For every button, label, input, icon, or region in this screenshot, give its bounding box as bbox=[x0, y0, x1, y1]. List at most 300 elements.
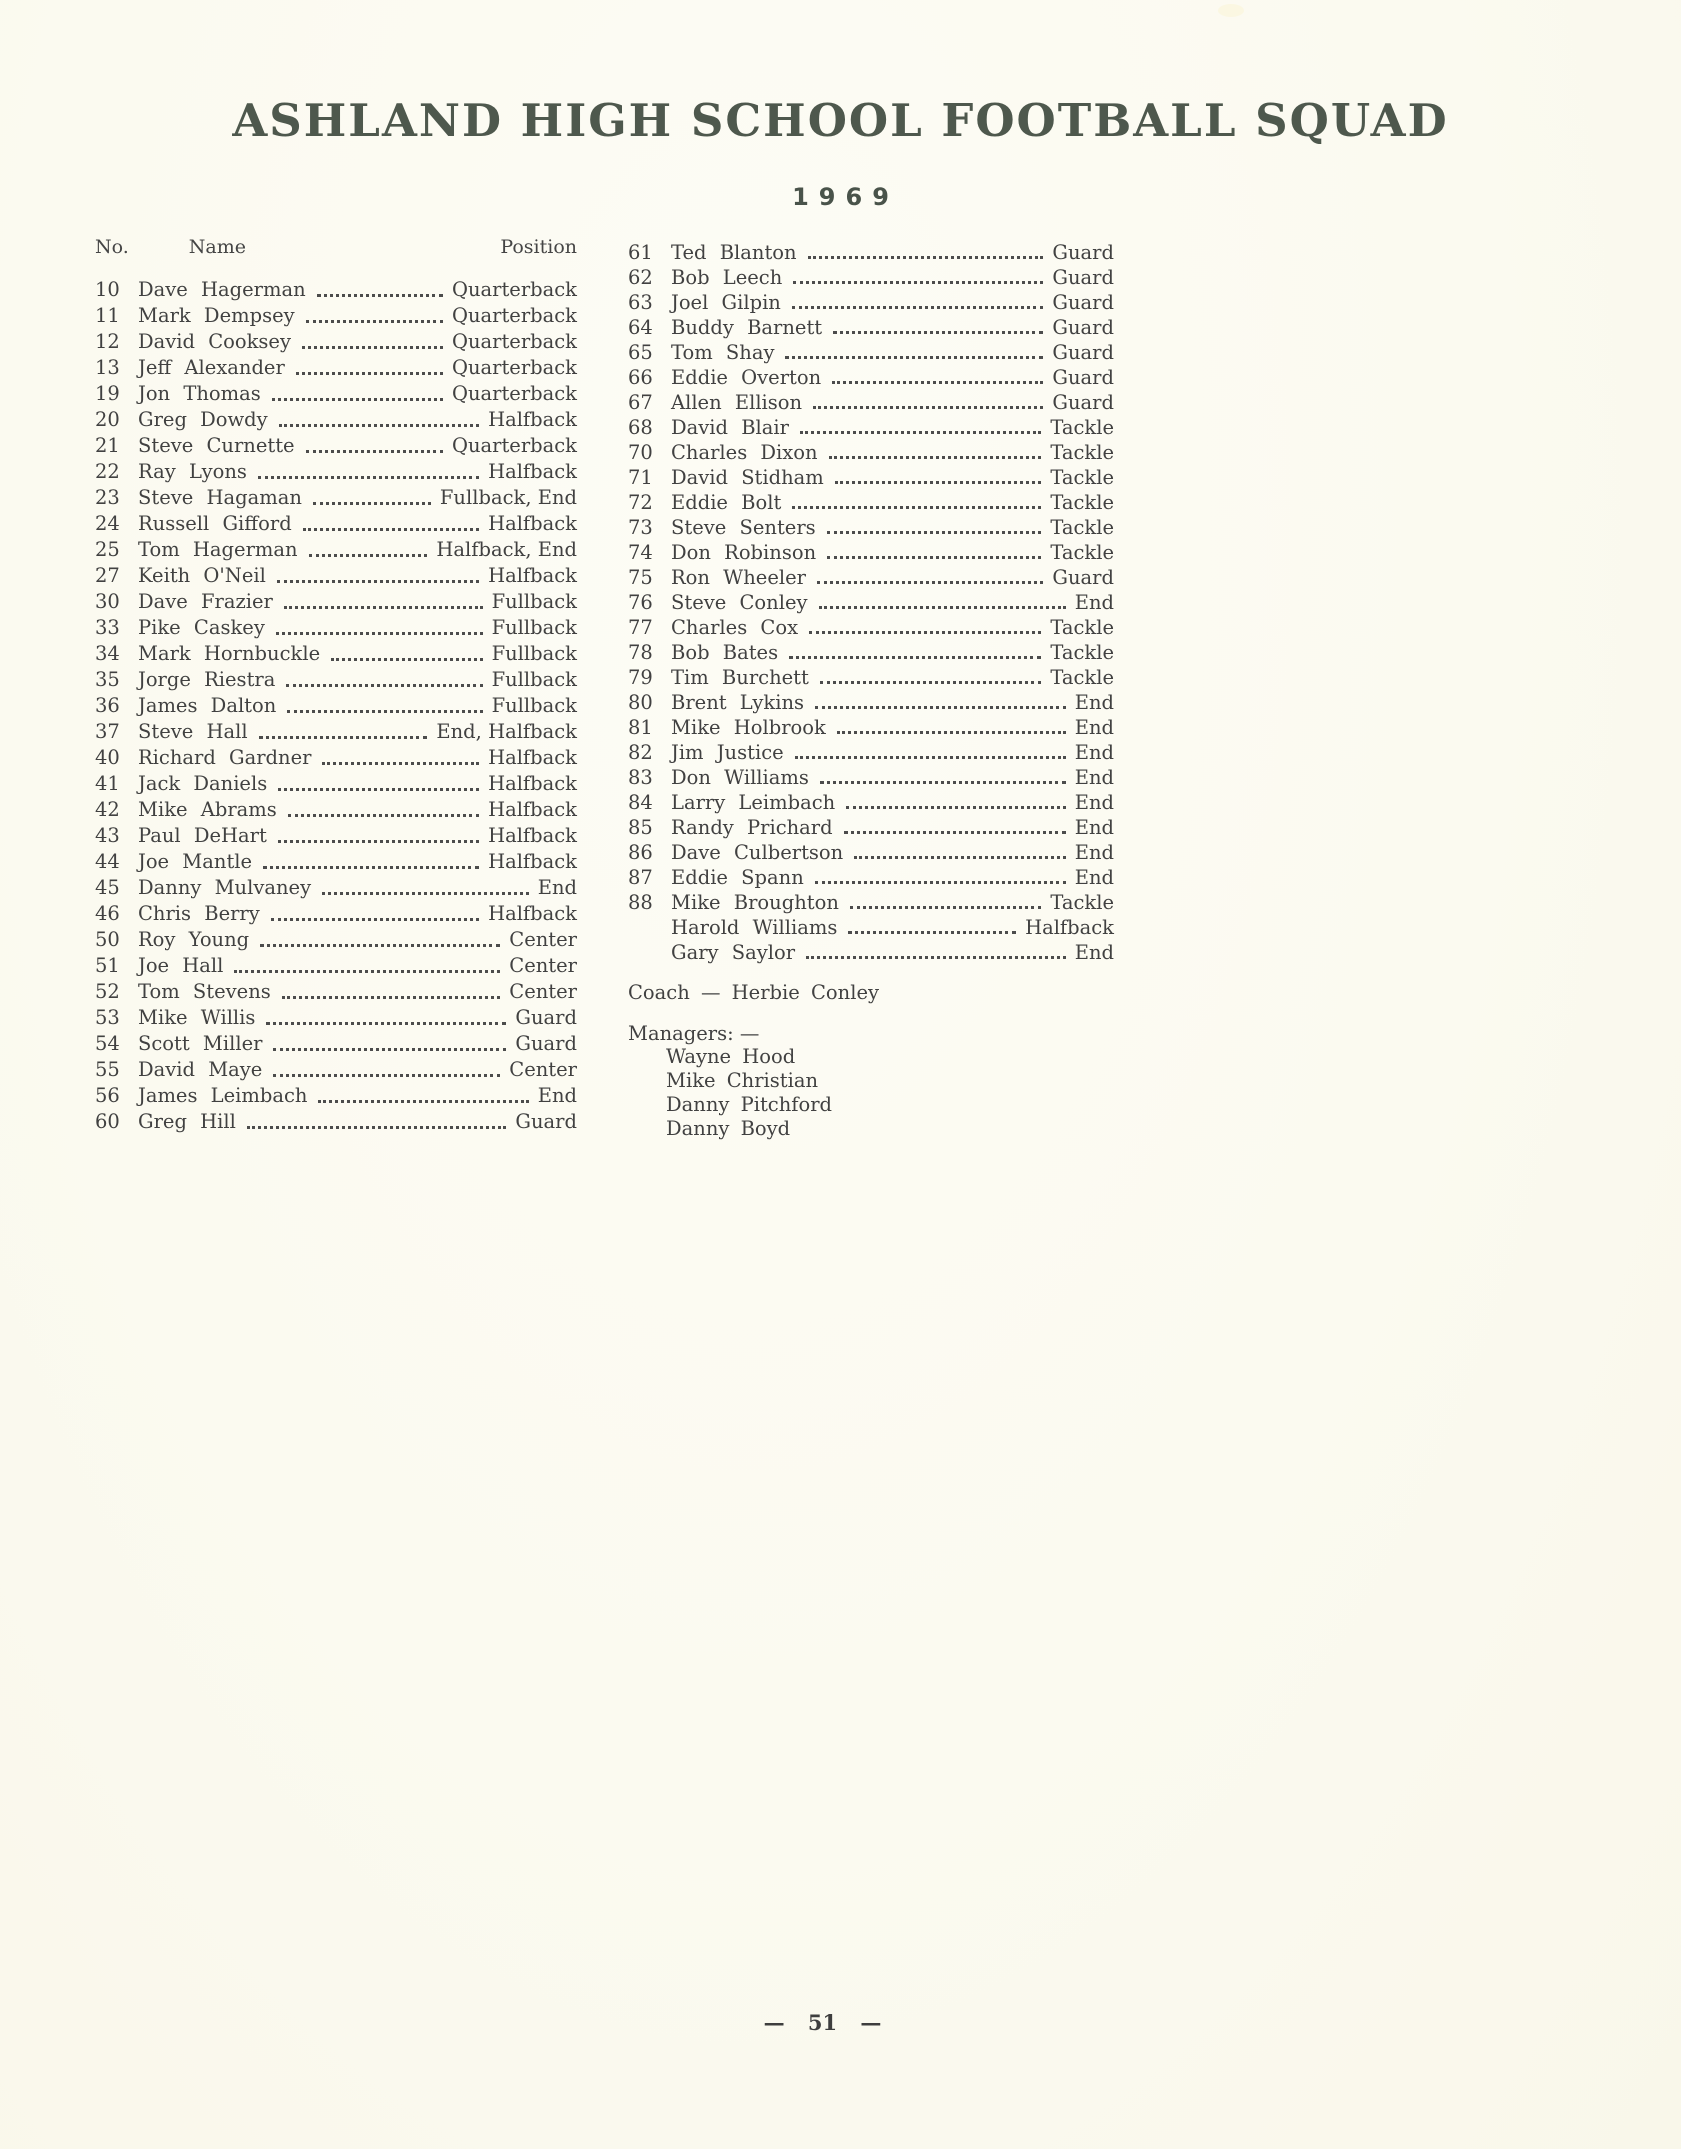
roster-right-column bbox=[628, 240, 1114, 1141]
roster-row bbox=[628, 590, 1114, 615]
dot-leader bbox=[331, 658, 482, 661]
dot-leader bbox=[258, 476, 479, 479]
player-number: 85 bbox=[628, 816, 653, 839]
player-name: Jon Thomas bbox=[138, 382, 261, 405]
dot-leader bbox=[309, 554, 428, 557]
player-number: 50 bbox=[95, 928, 120, 951]
dot-leader bbox=[296, 372, 443, 375]
header-name: Name bbox=[188, 236, 246, 258]
player-number: 54 bbox=[95, 1032, 120, 1055]
dot-leader bbox=[322, 762, 479, 765]
roster-row bbox=[95, 875, 577, 901]
player-position: Fullback bbox=[491, 668, 577, 691]
dot-leader bbox=[306, 450, 443, 453]
player-position: End bbox=[1074, 791, 1114, 814]
roster-row bbox=[95, 849, 577, 875]
roster-row bbox=[95, 667, 577, 693]
player-position: Guard bbox=[515, 1032, 577, 1055]
roster-row bbox=[628, 315, 1114, 340]
roster-row bbox=[95, 433, 577, 459]
roster-row bbox=[95, 901, 577, 927]
dot-leader bbox=[277, 580, 479, 583]
player-position: Halfback bbox=[488, 902, 577, 925]
player-name: Greg Hill bbox=[138, 1110, 236, 1133]
player-number: 30 bbox=[95, 590, 120, 613]
player-name: Eddie Spann bbox=[671, 866, 804, 889]
dot-leader bbox=[279, 424, 479, 427]
player-number: 36 bbox=[95, 694, 120, 717]
dot-leader bbox=[792, 306, 1044, 309]
player-number: 62 bbox=[628, 266, 653, 289]
player-name: Buddy Barnett bbox=[671, 316, 823, 339]
player-number: 78 bbox=[628, 641, 653, 664]
dot-leader bbox=[247, 1126, 507, 1129]
player-name: Dave Hagerman bbox=[138, 278, 306, 301]
dot-leader bbox=[263, 866, 479, 869]
player-name: Danny Mulvaney bbox=[138, 876, 312, 899]
player-number: 52 bbox=[95, 980, 120, 1003]
player-name: Pike Caskey bbox=[138, 616, 265, 639]
player-number: 71 bbox=[628, 466, 653, 489]
player-name: Don Robinson bbox=[671, 541, 817, 564]
player-number: 70 bbox=[628, 441, 653, 464]
player-number: 61 bbox=[628, 241, 653, 264]
player-position: End bbox=[1074, 591, 1114, 614]
player-number: 33 bbox=[95, 616, 120, 639]
roster-row bbox=[95, 563, 577, 589]
dot-leader bbox=[817, 581, 1043, 584]
player-position: Fullback bbox=[491, 616, 577, 639]
player-number: 80 bbox=[628, 691, 653, 714]
player-number: 75 bbox=[628, 566, 653, 589]
roster-row bbox=[628, 415, 1114, 440]
dot-leader bbox=[318, 1100, 528, 1103]
player-number: 66 bbox=[628, 366, 653, 389]
dot-leader bbox=[276, 632, 483, 635]
roster-row bbox=[628, 390, 1114, 415]
dot-leader bbox=[278, 840, 479, 843]
player-name: Ted Blanton bbox=[671, 241, 797, 264]
manager-name: Danny Boyd bbox=[666, 1117, 791, 1140]
dot-leader bbox=[792, 506, 1041, 509]
player-name: David Maye bbox=[138, 1058, 263, 1081]
dot-leader bbox=[844, 831, 1066, 834]
player-position: Center bbox=[509, 980, 577, 1003]
player-position: Quarterback bbox=[451, 356, 577, 379]
player-position: Guard bbox=[1052, 266, 1114, 289]
player-number: 37 bbox=[95, 720, 120, 743]
player-name: Bob Bates bbox=[671, 641, 779, 664]
player-position: Guard bbox=[515, 1006, 577, 1029]
roster-row bbox=[95, 1057, 577, 1083]
dot-leader bbox=[854, 856, 1066, 859]
roster-row bbox=[628, 240, 1114, 265]
player-name: Mike Holbrook bbox=[671, 716, 826, 739]
dot-leader bbox=[820, 681, 1042, 684]
player-name: Jeff Alexander bbox=[138, 356, 285, 379]
player-name: Tom Shay bbox=[671, 341, 775, 364]
player-position: End bbox=[537, 876, 577, 899]
roster-row bbox=[95, 277, 577, 303]
player-position: Guard bbox=[1052, 241, 1114, 264]
player-name: Tim Burchett bbox=[671, 666, 809, 689]
player-name: Dave Frazier bbox=[138, 590, 273, 613]
player-name: Tom Hagerman bbox=[138, 538, 298, 561]
player-name: Brent Lykins bbox=[671, 691, 805, 714]
player-name: Joel Gilpin bbox=[671, 291, 781, 314]
player-number: 19 bbox=[95, 382, 120, 405]
roster-row bbox=[628, 940, 1114, 965]
player-position: Guard bbox=[1052, 341, 1114, 364]
roster-row bbox=[628, 715, 1114, 740]
roster-row bbox=[95, 1109, 577, 1135]
dot-leader bbox=[273, 1048, 506, 1051]
player-number: 25 bbox=[95, 538, 120, 561]
roster-row bbox=[95, 303, 577, 329]
player-name: James Dalton bbox=[138, 694, 277, 717]
player-name: Randy Prichard bbox=[671, 816, 833, 839]
player-name: Mike Willis bbox=[138, 1006, 256, 1029]
player-name: Steve Hall bbox=[138, 720, 248, 743]
roster-row bbox=[628, 340, 1114, 365]
player-name: Jack Daniels bbox=[138, 772, 268, 795]
player-position: Quarterback bbox=[451, 330, 577, 353]
roster-row bbox=[95, 459, 577, 485]
roster-row bbox=[95, 927, 577, 953]
player-number: 42 bbox=[95, 798, 120, 821]
page-number: — 51 — bbox=[763, 2010, 882, 2035]
player-position: Halfback bbox=[488, 850, 577, 873]
roster-row bbox=[628, 890, 1114, 915]
player-position: End bbox=[1074, 716, 1114, 739]
manager-name: Mike Christian bbox=[666, 1069, 819, 1092]
roster-row bbox=[95, 407, 577, 433]
dot-leader bbox=[815, 881, 1066, 884]
player-position: Guard bbox=[1052, 316, 1114, 339]
player-name: Don Williams bbox=[671, 766, 809, 789]
roster-row bbox=[95, 745, 577, 771]
roster-row bbox=[628, 765, 1114, 790]
player-number: 46 bbox=[95, 902, 120, 925]
player-name: Mike Broughton bbox=[671, 891, 839, 914]
player-position: Center bbox=[509, 1058, 577, 1081]
player-name: Dave Culbertson bbox=[671, 841, 844, 864]
player-position: End bbox=[1074, 841, 1114, 864]
player-number: 76 bbox=[628, 591, 653, 614]
player-number: 83 bbox=[628, 766, 653, 789]
roster-row bbox=[95, 1005, 577, 1031]
roster-row bbox=[95, 1083, 577, 1109]
player-name: Mark Dempsey bbox=[138, 304, 295, 327]
roster-row bbox=[95, 355, 577, 381]
player-name: David Blair bbox=[671, 416, 789, 439]
player-position: Quarterback bbox=[451, 382, 577, 405]
player-number: 20 bbox=[95, 408, 120, 431]
player-number: 67 bbox=[628, 391, 653, 414]
roster-row bbox=[628, 515, 1114, 540]
player-name: Steve Hagaman bbox=[138, 486, 302, 509]
player-number: 24 bbox=[95, 512, 120, 535]
roster-row bbox=[95, 615, 577, 641]
roster-left-column bbox=[95, 236, 577, 1135]
managers-label: Managers: — bbox=[628, 1022, 760, 1045]
dot-leader bbox=[835, 481, 1042, 484]
player-number: 21 bbox=[95, 434, 120, 457]
dot-leader bbox=[813, 406, 1043, 409]
player-number: 60 bbox=[95, 1110, 120, 1133]
player-name: Bob Leech bbox=[671, 266, 783, 289]
player-position: Halfback bbox=[488, 798, 577, 821]
header-no: No. bbox=[95, 236, 129, 258]
dot-leader bbox=[819, 606, 1066, 609]
player-position: Tackle bbox=[1050, 466, 1114, 489]
manager-name: Danny Pitchford bbox=[666, 1093, 833, 1116]
player-name: Eddie Bolt bbox=[671, 491, 782, 514]
roster-row bbox=[95, 511, 577, 537]
player-position: Tackle bbox=[1050, 441, 1114, 464]
player-position: Halfback, End bbox=[436, 538, 577, 561]
dot-leader bbox=[322, 892, 529, 895]
dot-leader bbox=[317, 294, 443, 297]
managers-list bbox=[666, 1045, 1114, 1141]
roster-row bbox=[95, 771, 577, 797]
dot-leader bbox=[282, 996, 501, 999]
player-name: Charles Cox bbox=[671, 616, 799, 639]
player-position: Tackle bbox=[1050, 666, 1114, 689]
player-number: 55 bbox=[95, 1058, 120, 1081]
player-number: 41 bbox=[95, 772, 120, 795]
player-position: Halfback bbox=[488, 746, 577, 769]
player-number: 13 bbox=[95, 356, 120, 379]
roster-row bbox=[628, 615, 1114, 640]
player-position: Halfback bbox=[488, 824, 577, 847]
player-position: End bbox=[537, 1084, 577, 1107]
player-name: Greg Dowdy bbox=[138, 408, 268, 431]
player-number: 11 bbox=[95, 304, 120, 327]
player-name: Harold Williams bbox=[671, 916, 838, 939]
roster-row bbox=[628, 365, 1114, 390]
dot-leader bbox=[271, 918, 479, 921]
roster-row bbox=[628, 665, 1114, 690]
dot-leader bbox=[259, 736, 428, 739]
player-name: Charles Dixon bbox=[671, 441, 818, 464]
scan-blemish bbox=[1218, 4, 1244, 17]
player-position: Halfback bbox=[488, 772, 577, 795]
dot-leader bbox=[846, 806, 1065, 809]
dot-leader bbox=[820, 781, 1066, 784]
player-number: 82 bbox=[628, 741, 653, 764]
dot-leader bbox=[793, 281, 1043, 284]
player-position: Fullback bbox=[491, 642, 577, 665]
player-name: David Stidham bbox=[671, 466, 824, 489]
player-number: 73 bbox=[628, 516, 653, 539]
player-position: End bbox=[1074, 766, 1114, 789]
player-number: 53 bbox=[95, 1006, 120, 1029]
player-position: Halfback bbox=[1025, 916, 1114, 939]
player-number: 10 bbox=[95, 278, 120, 301]
player-number: 51 bbox=[95, 954, 120, 977]
player-position: Fullback bbox=[491, 694, 577, 717]
dot-leader bbox=[785, 356, 1043, 359]
page-title: ASHLAND HIGH SCHOOL FOOTBALL SQUAD bbox=[232, 94, 1449, 147]
player-name: Richard Gardner bbox=[138, 746, 312, 769]
player-position: End bbox=[1074, 866, 1114, 889]
dot-leader bbox=[313, 502, 431, 505]
roster-row bbox=[628, 790, 1114, 815]
dot-leader bbox=[302, 346, 443, 349]
player-position: Quarterback bbox=[451, 278, 577, 301]
player-position: End bbox=[1074, 816, 1114, 839]
roster-row bbox=[628, 565, 1114, 590]
player-position: Tackle bbox=[1050, 516, 1114, 539]
player-number: 23 bbox=[95, 486, 120, 509]
roster-row bbox=[628, 740, 1114, 765]
player-number: 63 bbox=[628, 291, 653, 314]
dot-leader bbox=[278, 788, 479, 791]
roster-row bbox=[95, 693, 577, 719]
player-position: Halfback bbox=[488, 460, 577, 483]
dot-leader bbox=[829, 456, 1042, 459]
dot-leader bbox=[806, 956, 1066, 959]
roster-header bbox=[95, 236, 577, 258]
roster-row bbox=[628, 865, 1114, 890]
player-number: 74 bbox=[628, 541, 653, 564]
player-name: James Leimbach bbox=[138, 1084, 308, 1107]
dot-leader bbox=[284, 606, 483, 609]
player-number: 84 bbox=[628, 791, 653, 814]
dot-leader bbox=[789, 656, 1041, 659]
player-position: Guard bbox=[1052, 366, 1114, 389]
roster-row bbox=[628, 840, 1114, 865]
player-position: Quarterback bbox=[451, 304, 577, 327]
roster-row bbox=[95, 537, 577, 563]
player-name: Russell Gifford bbox=[138, 512, 292, 535]
player-name: Jim Justice bbox=[671, 741, 784, 764]
dot-leader bbox=[286, 684, 482, 687]
player-position: Halfback bbox=[488, 408, 577, 431]
header-position: Position bbox=[500, 236, 577, 258]
player-name: Allen Ellison bbox=[671, 391, 803, 414]
player-name: Keith O'Neil bbox=[138, 564, 266, 587]
player-name: Ron Wheeler bbox=[671, 566, 806, 589]
player-name: Steve Curnette bbox=[138, 434, 295, 457]
roster-row bbox=[628, 815, 1114, 840]
player-number: 65 bbox=[628, 341, 653, 364]
player-number: 86 bbox=[628, 841, 653, 864]
player-position: Halfback bbox=[488, 512, 577, 535]
player-number: 79 bbox=[628, 666, 653, 689]
player-position: Center bbox=[509, 928, 577, 951]
roster-row bbox=[95, 485, 577, 511]
roster-row bbox=[95, 589, 577, 615]
dot-leader bbox=[800, 431, 1041, 434]
player-position: Tackle bbox=[1050, 416, 1114, 439]
year-heading: 1969 bbox=[792, 183, 899, 211]
dot-leader bbox=[260, 944, 500, 947]
dot-leader bbox=[827, 556, 1041, 559]
player-name: Joe Mantle bbox=[138, 850, 253, 873]
dot-leader bbox=[287, 710, 482, 713]
player-number: 77 bbox=[628, 616, 653, 639]
roster-row bbox=[95, 329, 577, 355]
player-name: Steve Senters bbox=[671, 516, 816, 539]
player-number: 87 bbox=[628, 866, 653, 889]
player-position: Tackle bbox=[1050, 616, 1114, 639]
roster-row bbox=[628, 440, 1114, 465]
player-position: Fullback, End bbox=[439, 486, 577, 509]
dot-leader bbox=[837, 731, 1066, 734]
player-name: Joe Hall bbox=[138, 954, 224, 977]
dot-leader bbox=[303, 528, 479, 531]
player-number: 88 bbox=[628, 891, 653, 914]
dot-leader bbox=[266, 1022, 506, 1025]
roster-row bbox=[628, 640, 1114, 665]
roster-row bbox=[628, 490, 1114, 515]
player-number: 45 bbox=[95, 876, 120, 899]
roster-row bbox=[628, 265, 1114, 290]
player-position: Halfback bbox=[488, 564, 577, 587]
player-number: 44 bbox=[95, 850, 120, 873]
dot-leader bbox=[827, 531, 1042, 534]
roster-row bbox=[628, 290, 1114, 315]
player-number: 64 bbox=[628, 316, 653, 339]
player-name: Mike Abrams bbox=[138, 798, 277, 821]
player-number: 40 bbox=[95, 746, 120, 769]
player-number: 68 bbox=[628, 416, 653, 439]
roster-rows-right bbox=[628, 240, 1114, 965]
player-number: 34 bbox=[95, 642, 120, 665]
player-number: 43 bbox=[95, 824, 120, 847]
player-number: 12 bbox=[95, 330, 120, 353]
player-position: Guard bbox=[1052, 291, 1114, 314]
player-position: Guard bbox=[1052, 566, 1114, 589]
player-name: Mark Hornbuckle bbox=[138, 642, 321, 665]
player-number: 22 bbox=[95, 460, 120, 483]
player-position: Fullback bbox=[491, 590, 577, 613]
player-name: Tom Stevens bbox=[138, 980, 271, 1003]
player-name: Jorge Riestra bbox=[138, 668, 276, 691]
player-number: 27 bbox=[95, 564, 120, 587]
player-position: Tackle bbox=[1050, 491, 1114, 514]
coach-line: Coach — Herbie Conley bbox=[628, 981, 879, 1004]
player-number: 81 bbox=[628, 716, 653, 739]
player-name: Roy Young bbox=[138, 928, 250, 951]
player-name: Eddie Overton bbox=[671, 366, 822, 389]
roster-row bbox=[95, 719, 577, 745]
dot-leader bbox=[815, 706, 1066, 709]
dot-leader bbox=[850, 906, 1041, 909]
player-name: Chris Berry bbox=[138, 902, 260, 925]
player-name: Paul DeHart bbox=[138, 824, 267, 847]
roster-row bbox=[95, 381, 577, 407]
dot-leader bbox=[272, 398, 443, 401]
dot-leader bbox=[273, 1074, 500, 1077]
dot-leader bbox=[809, 631, 1041, 634]
roster-row bbox=[95, 797, 577, 823]
manager-name: Wayne Hood bbox=[666, 1045, 796, 1068]
dot-leader bbox=[848, 931, 1016, 934]
player-position: Guard bbox=[1052, 391, 1114, 414]
roster-row bbox=[95, 953, 577, 979]
dot-leader bbox=[795, 756, 1066, 759]
player-number: 56 bbox=[95, 1084, 120, 1107]
player-position: End bbox=[1074, 691, 1114, 714]
player-position: End bbox=[1074, 941, 1114, 964]
roster-row bbox=[95, 823, 577, 849]
dot-leader bbox=[832, 381, 1043, 384]
player-name: Larry Leimbach bbox=[671, 791, 836, 814]
roster-rows-left bbox=[95, 277, 577, 1135]
